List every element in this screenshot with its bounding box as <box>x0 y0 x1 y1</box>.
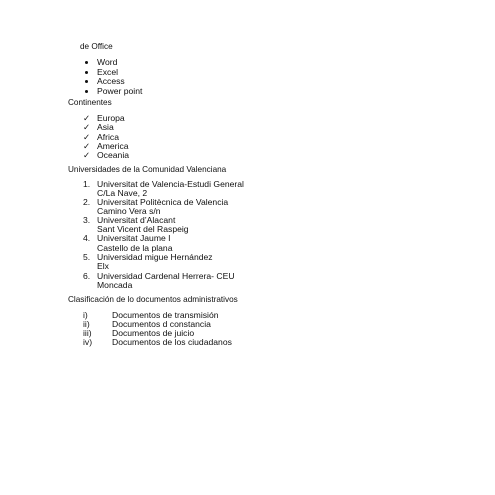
office-item-word: Word <box>97 57 118 67</box>
university-name: Universitat Jaume I <box>97 233 171 243</box>
university-name: Universitat d’Alacant <box>97 215 176 225</box>
office-item-excel: Excel <box>97 67 119 77</box>
continent-item-asia: Asia <box>97 122 114 132</box>
universities-heading: Universidades de la Comunidad Valenciana <box>68 165 227 174</box>
university-address: Moncada <box>97 280 133 290</box>
continent-item-america: America <box>97 141 129 151</box>
university-name: Universidad migue Hernández <box>97 252 213 262</box>
bullet-dot-icon <box>85 61 88 64</box>
university-address: Sant Vicent del Raspeig <box>97 224 189 234</box>
checkmark-icon: ✓ <box>83 122 91 132</box>
bullet-dot-icon <box>85 80 88 83</box>
university-address: Camino Vera s/n <box>97 206 161 216</box>
checkmark-icon: ✓ <box>83 132 91 142</box>
university-number: 3. <box>83 215 91 225</box>
document-item: Documentos de juicio <box>112 328 195 338</box>
document-item: Documentos de los ciudadanos <box>112 337 232 347</box>
documents-heading: Clasificación de lo documentos administrativos <box>68 295 238 304</box>
office-item-power-point: Power point <box>97 86 143 96</box>
office-heading: de Office <box>80 42 113 51</box>
university-name: Universitat de Valencia-Estudi General <box>97 179 244 189</box>
university-number: 6. <box>83 271 91 281</box>
continent-item-oceania: Oceania <box>97 150 130 160</box>
document-item: Documentos de transmisión <box>112 310 219 320</box>
university-number: 4. <box>83 233 91 243</box>
university-number: 1. <box>83 179 91 189</box>
bullet-dot-icon <box>85 71 88 74</box>
university-address: C/La Nave, 2 <box>97 188 148 198</box>
continent-item-europa: Europa <box>97 113 125 123</box>
document-numeral: iii) <box>83 328 92 338</box>
continents-heading: Continentes <box>68 98 112 107</box>
document-numeral: iv) <box>83 337 93 347</box>
office-item-access: Access <box>97 76 125 86</box>
university-number: 5. <box>83 252 91 262</box>
checkmark-icon: ✓ <box>83 150 91 160</box>
checkmark-icon: ✓ <box>83 141 91 151</box>
bullet-dot-icon <box>85 90 88 93</box>
university-number: 2. <box>83 197 91 207</box>
document-item: Documentos d constancia <box>112 319 211 329</box>
university-address: Elx <box>97 261 109 271</box>
continent-item-africa: Africa <box>97 132 119 142</box>
university-address: Castello de la plana <box>97 243 173 253</box>
document-numeral: ii) <box>83 319 90 329</box>
university-name: Universitat Politècnica de Valencia <box>97 197 229 207</box>
university-name: Universidad Cardenal Herrera- CEU <box>97 271 235 281</box>
checkmark-icon: ✓ <box>83 113 91 123</box>
document-numeral: i) <box>83 310 88 320</box>
